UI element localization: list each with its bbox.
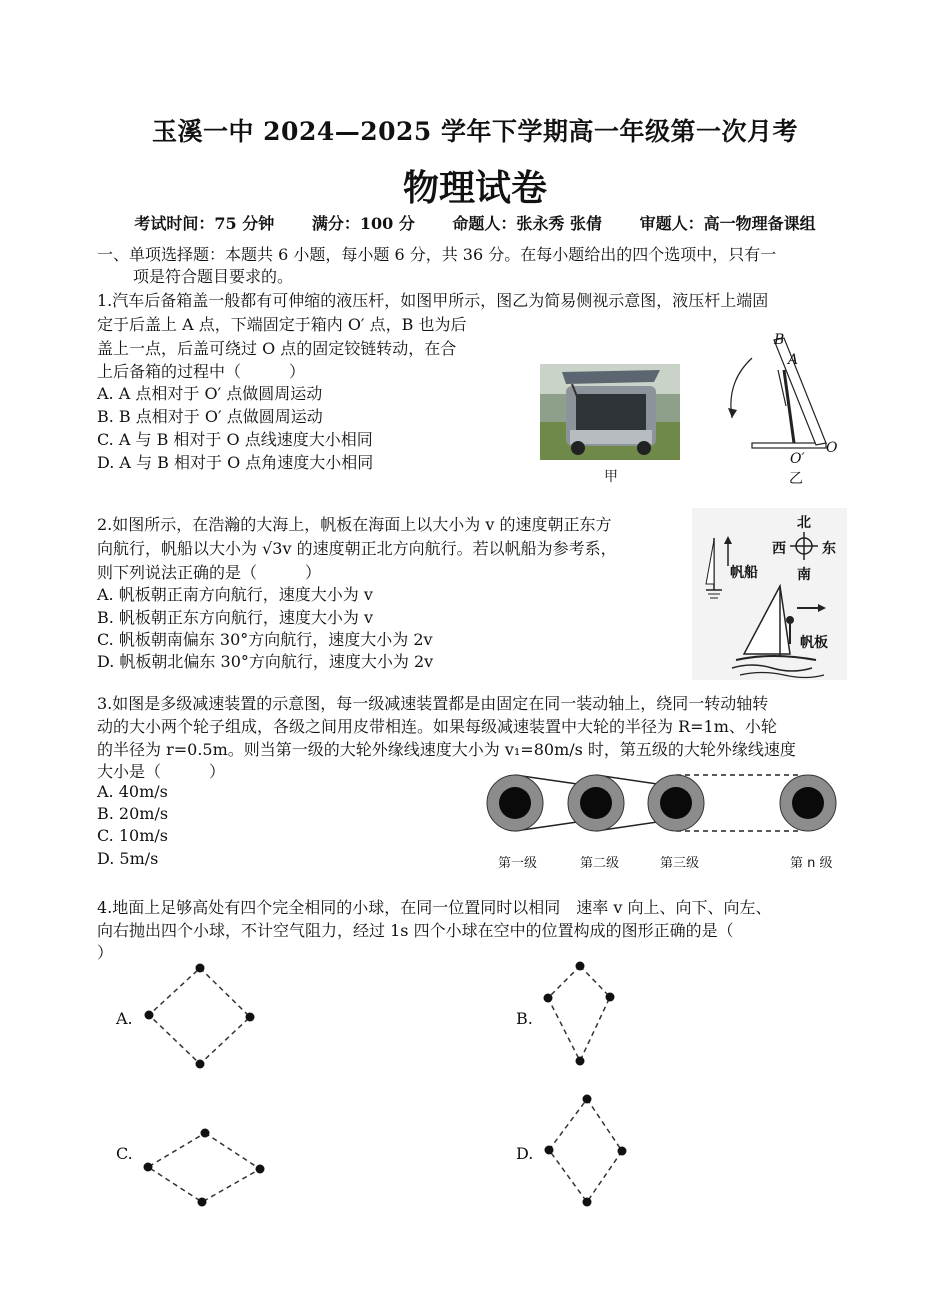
q3-option-c[interactable]: C. 10m/s <box>97 826 168 845</box>
label-b: B <box>774 332 785 348</box>
q1-option-a[interactable]: A. A 点相对于 O′ 点做圆周运动 <box>97 384 323 403</box>
exam-time: 考试时间：75 分钟 <box>134 214 275 233</box>
exam-author: 命题人：张永秀 张倩 <box>452 214 602 233</box>
trunk-schematic <box>712 332 842 462</box>
q4-stem-line: 4.地面上足够高处有四个完全相同的小球，在同一位置同时以相同 速率 v 向上、向下、向左、 <box>97 898 772 917</box>
q3-stem-line: 大小是（ ） <box>97 762 226 781</box>
q2-option-d[interactable]: D. 帆板朝北偏东 30°方向航行，速度大小为 2v <box>97 652 434 671</box>
q1-stem-line: 定于后盖上 A 点，下端固定于箱内 O′ 点，B 也为后 <box>97 315 467 334</box>
compass-east: 东 <box>822 541 836 557</box>
stage-label-n: 第 n 级 <box>790 856 833 871</box>
q4-option-c-label[interactable]: C. <box>116 1144 133 1163</box>
q4-option-a-label[interactable]: A. <box>116 1009 133 1028</box>
exam-reviewer: 审题人：高一物理备课组 <box>639 214 816 233</box>
q4-option-d-label[interactable]: D. <box>516 1144 534 1163</box>
q3-stem-line: 3.如图是多级减速装置的示意图，每一级减速装置都是由固定在同一装动轴上，绕同一转动轴转 <box>97 694 769 713</box>
q3-option-d[interactable]: D. 5m/s <box>97 849 159 868</box>
q4-stem-line: ） <box>97 943 114 962</box>
fig-caption-jia: 甲 <box>604 469 618 485</box>
q2-option-b[interactable]: B. 帆板朝正东方向航行，速度大小为 v <box>97 608 374 627</box>
q3-stem-line: 的半径为 r=0.5m。则当第一级的大轮外缘线速度大小为 v₁=80m/s 时，第五级的大轮外缘线速度 <box>97 740 796 759</box>
q2-stem-line: 2.如图所示，在浩瀚的大海上，帆板在海面上以大小为 v 的速度朝正东方 <box>97 515 612 534</box>
car-trunk-photo <box>540 364 680 460</box>
q2-stem-line: 向航行，帆船以大小为 √3v 的速度朝正北方向航行。若以帆船为参考系， <box>97 539 617 558</box>
q3-option-b[interactable]: B. 20m/s <box>97 804 169 823</box>
fig-caption-yi: 乙 <box>789 471 803 487</box>
stage-label-3: 第三级 <box>660 856 700 871</box>
q2-stem-line: 则下列说法正确的是（ ） <box>97 563 322 582</box>
q1-option-b[interactable]: B. B 点相对于 O′ 点做圆周运动 <box>97 407 323 426</box>
q1-option-c[interactable]: C. A 与 B 相对于 O 点线速度大小相同 <box>97 430 373 449</box>
label-sailboard: 帆板 <box>800 635 828 651</box>
q2-option-c[interactable]: C. 帆板朝南偏东 30°方向航行，速度大小为 2v <box>97 630 433 649</box>
exam-info <box>0 211 950 234</box>
compass-north: 北 <box>797 515 811 531</box>
reduction-gear-figure <box>480 768 850 838</box>
label-o-prime: O′ <box>790 451 805 467</box>
q4-option-c-diagram[interactable] <box>140 1124 270 1210</box>
exam-title: 玉溪一中 2024—2025 学年下学期高一年级第一次月考 <box>151 117 799 146</box>
compass-south: 南 <box>797 567 811 583</box>
stage-label-2: 第二级 <box>580 856 620 871</box>
q4-option-b-label[interactable]: B. <box>516 1009 533 1028</box>
label-a: A <box>788 352 799 368</box>
q2-option-a[interactable]: A. 帆板朝正南方向航行，速度大小为 v <box>97 585 373 604</box>
section-heading-cont: 项是符合题目要求的。 <box>133 267 294 286</box>
stage-label-1: 第一级 <box>498 856 538 871</box>
label-o: O <box>826 440 838 456</box>
q4-option-d-diagram[interactable] <box>540 1090 630 1210</box>
q4-option-b-diagram[interactable] <box>540 958 620 1070</box>
q1-option-d[interactable]: D. A 与 B 相对于 O 点角速度大小相同 <box>97 453 374 472</box>
exam-score: 满分：100 分 <box>311 214 415 233</box>
q1-stem-line: 上后备箱的过程中（ ） <box>97 362 306 381</box>
q3-option-a[interactable]: A. 40m/s <box>97 782 168 801</box>
q3-stem-line: 动的大小两个轮子组成，各级之间用皮带相连。如果每级减速装置中大轮的半径为 R=1m、小轮 <box>97 717 777 736</box>
q4-stem-line: 向右抛出四个小球，不计空气阻力，经过 1s 四个小球在空中的位置构成的图形正确的是（ <box>97 921 734 940</box>
q4-option-a-diagram[interactable] <box>140 960 260 1070</box>
label-sailboat: 帆船 <box>730 565 758 581</box>
exam-subtitle: 物理试卷 <box>402 167 547 209</box>
sailing-figure <box>692 508 847 680</box>
section-heading: 一、单项选择题：本题共 6 小题，每小题 6 分，共 36 分。在每小题给出的四个选项中，只有一 <box>97 245 777 264</box>
q1-stem-line: 盖上一点，后盖可绕过 O 点的固定铰链转动，在合 <box>97 339 457 358</box>
compass-west: 西 <box>772 541 786 557</box>
q1-stem-line: 1.汽车后备箱盖一般都有可伸缩的液压杆，如图甲所示，图乙为简易侧视示意图，液压杆上端固 <box>97 291 769 310</box>
